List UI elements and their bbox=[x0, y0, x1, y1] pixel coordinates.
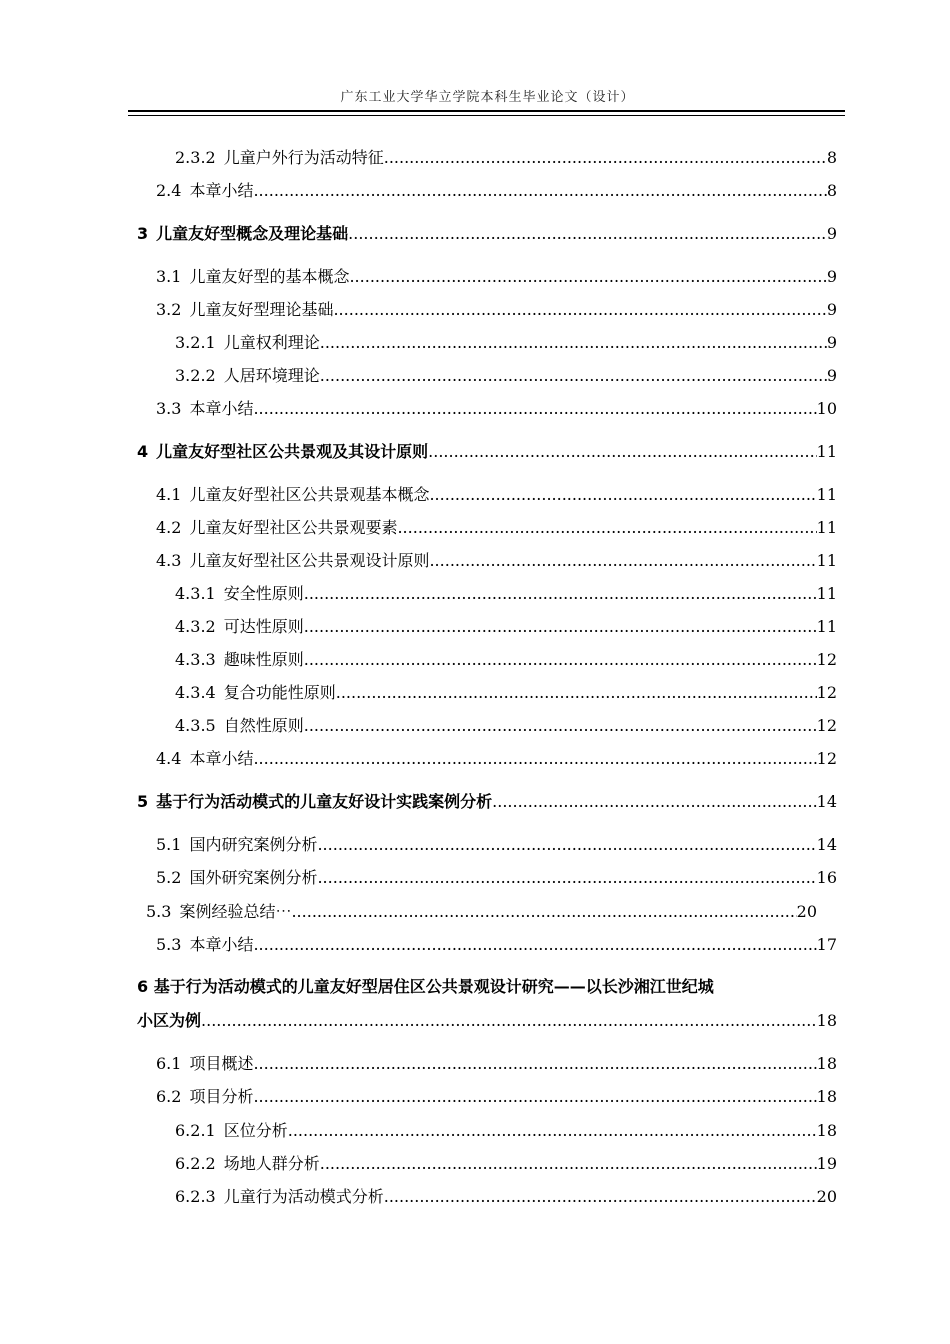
toc-title: 本章小结 bbox=[189, 749, 254, 768]
toc-title: 小区为例 bbox=[137, 1011, 202, 1030]
toc-number: 4.1 bbox=[156, 485, 182, 504]
toc-entry[interactable] bbox=[175, 1115, 837, 1141]
toc-page: 18 bbox=[816, 1121, 837, 1140]
toc-page: 18 bbox=[816, 1011, 837, 1030]
toc-page: 18 bbox=[816, 1087, 837, 1106]
toc-entry[interactable] bbox=[175, 1148, 837, 1174]
toc-entry[interactable] bbox=[156, 1048, 837, 1074]
toc-entry-chapter[interactable] bbox=[137, 786, 837, 812]
toc-entry-chapter[interactable] bbox=[137, 436, 837, 462]
toc-leader bbox=[397, 518, 816, 538]
toc-page: 9 bbox=[826, 366, 837, 385]
toc-title: 项目分析 bbox=[189, 1087, 254, 1106]
toc-number: 4.3.3 bbox=[175, 650, 216, 669]
toc-title: 自然性原则 bbox=[223, 716, 304, 735]
page-header: 广东工业大学华立学院本科生毕业论文（设计） bbox=[340, 90, 635, 105]
toc-title: 复合功能性原则 bbox=[223, 683, 336, 702]
toc-page: 11 bbox=[816, 584, 837, 603]
toc-entry-chapter[interactable] bbox=[137, 1005, 837, 1031]
toc-title: 儿童行为活动模式分析 bbox=[223, 1187, 384, 1206]
toc-title: 儿童权利理论 bbox=[223, 333, 320, 352]
toc-entry[interactable] bbox=[156, 862, 837, 888]
toc-leader bbox=[317, 835, 816, 855]
toc-number: 6.2.3 bbox=[175, 1187, 216, 1206]
toc-title: 趣味性原则 bbox=[223, 650, 304, 669]
toc-leader bbox=[288, 1121, 817, 1141]
toc-number: 4.3.5 bbox=[175, 716, 216, 735]
toc-title: 国内研究案例分析 bbox=[189, 835, 318, 854]
toc-page: 20 bbox=[816, 1187, 837, 1206]
toc-title: 本章小结 bbox=[189, 399, 254, 418]
toc-number: 2.4 bbox=[156, 181, 182, 200]
toc-entry[interactable] bbox=[175, 710, 837, 736]
toc-title: 儿童友好型社区公共景观及其设计原则 bbox=[156, 442, 429, 461]
toc-entry[interactable] bbox=[156, 294, 837, 320]
toc-page: 9 bbox=[826, 267, 837, 286]
toc-page: 11 bbox=[816, 485, 837, 504]
toc-leader bbox=[349, 267, 826, 287]
toc-title: 儿童友好型社区公共景观基本概念 bbox=[189, 485, 430, 504]
toc-entry[interactable] bbox=[156, 743, 837, 769]
toc-page: 9 bbox=[826, 224, 837, 243]
toc-leader bbox=[428, 442, 816, 462]
toc-page: 9 bbox=[826, 300, 837, 319]
toc-page: 12 bbox=[816, 650, 837, 669]
toc-entry[interactable] bbox=[175, 1181, 837, 1207]
toc-title: 安全性原则 bbox=[223, 584, 304, 603]
toc-number: 2.3.2 bbox=[175, 148, 216, 167]
toc-entry[interactable] bbox=[175, 142, 837, 168]
toc-title: 儿童友好型概念及理论基础 bbox=[156, 224, 349, 243]
toc-number: 3.2.2 bbox=[175, 366, 216, 385]
toc-page: 12 bbox=[816, 749, 837, 768]
toc-title: 本章小结 bbox=[189, 181, 254, 200]
toc-leader bbox=[336, 683, 817, 703]
toc-number: 3.3 bbox=[156, 399, 182, 418]
toc-page: 9 bbox=[826, 333, 837, 352]
toc-leader bbox=[320, 366, 827, 386]
toc-entry[interactable] bbox=[175, 327, 837, 353]
toc-number: 3.2 bbox=[156, 300, 182, 319]
toc-page: 18 bbox=[816, 1054, 837, 1073]
toc-number: 6.1 bbox=[156, 1054, 182, 1073]
toc-entry-chapter[interactable] bbox=[137, 218, 837, 244]
toc-entry[interactable] bbox=[156, 479, 837, 505]
toc-entry[interactable] bbox=[156, 512, 837, 538]
toc-page: 11 bbox=[816, 442, 837, 461]
toc-leader bbox=[253, 1087, 816, 1107]
toc-number: 3 bbox=[137, 224, 149, 243]
toc-title: 基于行为活动模式的儿童友好设计实践案例分析 bbox=[156, 792, 493, 811]
toc-leader bbox=[304, 716, 817, 736]
toc-leader bbox=[333, 300, 826, 320]
toc-page: 19 bbox=[816, 1154, 837, 1173]
toc-title: 场地人群分析 bbox=[223, 1154, 320, 1173]
toc-page: 20 bbox=[796, 902, 817, 921]
toc-entry[interactable] bbox=[156, 929, 837, 955]
toc-entry[interactable] bbox=[175, 644, 837, 670]
toc-leader bbox=[304, 650, 817, 670]
toc-page: 17 bbox=[816, 935, 837, 954]
toc-number: 4.4 bbox=[156, 749, 182, 768]
toc-entry[interactable] bbox=[156, 393, 837, 419]
toc-page: 16 bbox=[816, 868, 837, 887]
toc-leader bbox=[253, 181, 826, 201]
toc-number: 5.3 bbox=[156, 935, 182, 954]
toc-title: 人居环境理论 bbox=[223, 366, 320, 385]
toc-chapter-title-line[interactable]: 6 基于行为活动模式的儿童友好型居住区公共景观设计研究——以长沙湘江世纪城 bbox=[137, 977, 714, 996]
toc-number: 6.2.2 bbox=[175, 1154, 216, 1173]
toc-entry[interactable] bbox=[156, 175, 837, 201]
toc-number: 6.2 bbox=[156, 1087, 182, 1106]
toc-title: 儿童友好型社区公共景观要素 bbox=[189, 518, 398, 537]
toc-page: 10 bbox=[816, 399, 837, 418]
toc-leader bbox=[253, 399, 816, 419]
toc-leader bbox=[253, 1054, 816, 1074]
toc-title: 可达性原则 bbox=[223, 617, 304, 636]
toc-leader bbox=[320, 1154, 817, 1174]
toc-page: 14 bbox=[816, 835, 837, 854]
toc-leader bbox=[384, 148, 827, 168]
toc-number: 5 bbox=[137, 792, 149, 811]
toc-leader bbox=[492, 792, 816, 812]
toc-page: 12 bbox=[816, 716, 837, 735]
toc-leader bbox=[320, 333, 827, 353]
toc-leader bbox=[348, 224, 827, 244]
toc-entry[interactable] bbox=[175, 611, 837, 637]
toc-entry[interactable] bbox=[175, 360, 837, 386]
toc-number: 4.2 bbox=[156, 518, 182, 537]
toc-number: 4.3 bbox=[156, 551, 182, 570]
toc-entry[interactable] bbox=[156, 1081, 837, 1107]
toc-title: 区位分析 bbox=[223, 1121, 288, 1140]
toc-leader bbox=[253, 749, 816, 769]
toc-leader bbox=[291, 902, 796, 922]
toc-page: 11 bbox=[816, 617, 837, 636]
toc-entry[interactable] bbox=[175, 677, 837, 703]
toc-page: 8 bbox=[826, 148, 837, 167]
toc-page: 14 bbox=[816, 792, 837, 811]
toc-leader bbox=[201, 1011, 817, 1031]
toc-number: 3.1 bbox=[156, 267, 182, 286]
toc-number: 3.2.1 bbox=[175, 333, 216, 352]
toc-title: 儿童友好型社区公共景观设计原则 bbox=[189, 551, 430, 570]
toc-entry[interactable] bbox=[146, 896, 817, 922]
toc-number: 5.1 bbox=[156, 835, 182, 854]
toc-leader bbox=[304, 584, 817, 604]
toc-page: 11 bbox=[816, 551, 837, 570]
toc-entry[interactable] bbox=[156, 545, 837, 571]
toc-page: 8 bbox=[826, 181, 837, 200]
toc-title: 项目概述 bbox=[189, 1054, 254, 1073]
toc-number: 4.3.2 bbox=[175, 617, 216, 636]
toc-number: 6.2.1 bbox=[175, 1121, 216, 1140]
toc-page: 11 bbox=[816, 518, 837, 537]
toc-number: 4.3.1 bbox=[175, 584, 216, 603]
toc-leader bbox=[384, 1187, 817, 1207]
toc-number: 4.3.4 bbox=[175, 683, 216, 702]
toc-number: 4 bbox=[137, 442, 149, 461]
toc-title: 案例经验总结⋯ bbox=[179, 902, 292, 921]
toc-page: 12 bbox=[816, 683, 837, 702]
toc-entry[interactable] bbox=[175, 578, 837, 604]
toc-entry[interactable] bbox=[156, 261, 837, 287]
toc-title: 本章小结 bbox=[189, 935, 254, 954]
toc-title: 儿童友好型的基本概念 bbox=[189, 267, 350, 286]
toc-leader bbox=[253, 935, 816, 955]
toc-leader bbox=[304, 617, 817, 637]
toc-leader bbox=[317, 868, 816, 888]
toc-number: 5.2 bbox=[156, 868, 182, 887]
toc-entry[interactable] bbox=[156, 829, 837, 855]
toc-title: 国外研究案例分析 bbox=[189, 868, 318, 887]
toc-title: 儿童户外行为活动特征 bbox=[223, 148, 384, 167]
toc-leader bbox=[429, 485, 816, 505]
toc-leader bbox=[429, 551, 816, 571]
toc-title: 儿童友好型理论基础 bbox=[189, 300, 334, 319]
toc-number: 5.3 bbox=[146, 902, 172, 921]
